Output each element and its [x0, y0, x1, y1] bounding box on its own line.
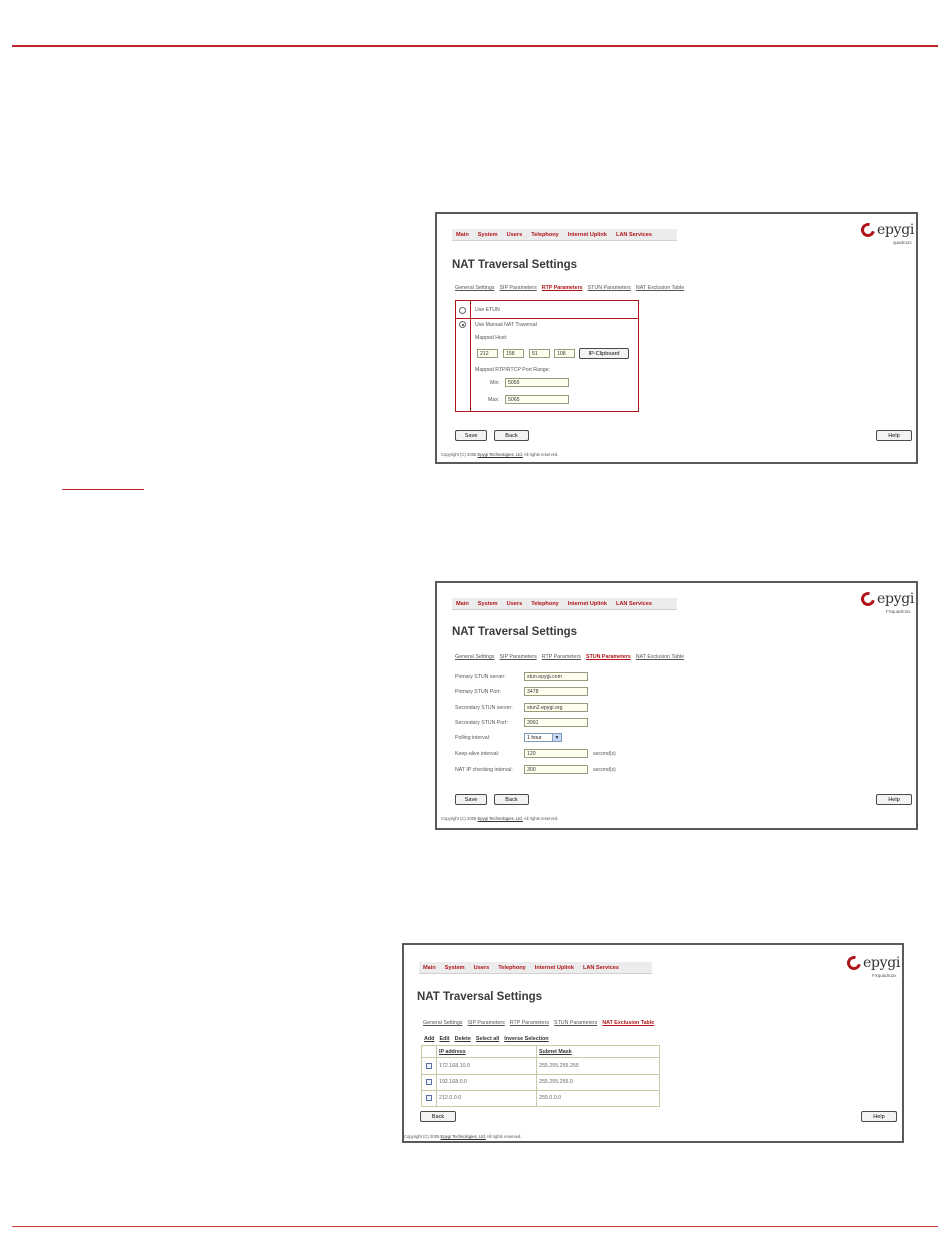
save-button[interactable]: Save [455, 430, 487, 441]
settings-tabs [423, 1020, 659, 1026]
epygi-logo-mark [844, 953, 863, 972]
mapped-host-label: Mapped Host: [475, 335, 508, 341]
row-checkbox[interactable] [426, 1079, 432, 1085]
add-action[interactable]: Add [424, 1036, 435, 1042]
menu-system[interactable]: System [477, 231, 498, 238]
ip-address-cell: 192.168.0.0 [439, 1079, 467, 1085]
copyright [441, 452, 558, 457]
copyright-link[interactable]: Epygi Technologies, Ltd. [477, 452, 523, 457]
tab-general-settings[interactable]: General Settings [423, 1020, 463, 1026]
polling-interval-select[interactable] [524, 733, 562, 742]
tab-rtp-parameters[interactable]: RTP Parameters [509, 1020, 550, 1026]
table-row [422, 1090, 659, 1106]
edit-action[interactable]: Edit [439, 1036, 450, 1042]
chevron-down-icon: ▼ [552, 734, 561, 741]
menu-main[interactable]: Main [456, 600, 469, 607]
model-label: quadro2x [893, 240, 912, 245]
use-manual-nat-radio[interactable] [459, 321, 466, 328]
menu-telephony[interactable]: Telephony [498, 964, 526, 971]
screenshot-stun-parameters [435, 581, 918, 830]
menu-users[interactable]: Users [506, 600, 523, 607]
menu-lan-services[interactable]: LAN Services [615, 600, 653, 607]
table-actions [424, 1036, 554, 1042]
row-checkbox[interactable] [426, 1095, 432, 1101]
menu-system[interactable]: System [444, 964, 465, 971]
link-underline [62, 489, 144, 490]
model-label: FXquadro2x [886, 609, 911, 614]
menu-main[interactable]: Main [456, 231, 469, 238]
keepalive-interval-label: Keep-alive interval: [455, 751, 500, 757]
mapped-host-octet-4[interactable]: 108 [554, 349, 575, 358]
main-menu [452, 598, 677, 610]
tab-rtp-parameters[interactable]: RTP Parameters [541, 285, 583, 291]
subnet-mask-header[interactable]: Subnet Mask [539, 1048, 572, 1055]
copyright [404, 1134, 521, 1139]
tab-rtp-parameters[interactable]: RTP Parameters [541, 654, 582, 660]
page-title: NAT Traversal Settings [452, 259, 578, 271]
row-checkbox[interactable] [426, 1063, 432, 1069]
tab-nat-exclusion-table[interactable]: NAT Exclusion Table [635, 285, 685, 291]
option-divider [455, 318, 639, 319]
save-button[interactable]: Save [455, 794, 487, 805]
tab-sip-parameters[interactable]: SIP Parameters [467, 1020, 505, 1026]
secondary-stun-server-field[interactable]: stun2.epygi.org [524, 703, 588, 712]
help-button[interactable]: Help [861, 1111, 897, 1122]
tab-sip-parameters[interactable]: SIP Parameters [499, 285, 537, 291]
table-row [422, 1074, 659, 1091]
tab-stun-parameters[interactable]: STUN Parameters [554, 1020, 598, 1026]
menu-telephony[interactable]: Telephony [531, 600, 559, 607]
copyright-prefix: Copyright (C) 2005 [441, 452, 478, 457]
menu-lan-services[interactable]: LAN Services [615, 231, 653, 238]
copyright-suffix: All rights reserved. [522, 452, 559, 457]
delete-action[interactable]: Delete [454, 1036, 471, 1042]
nat-ip-checking-interval-field[interactable]: 300 [524, 765, 588, 774]
min-port-label: Min: [490, 380, 500, 386]
ip-address-cell: 172.168.10.0 [439, 1062, 470, 1069]
max-port-label: Max: [488, 397, 500, 403]
max-port-field[interactable]: 5065 [505, 395, 569, 404]
settings-tabs [455, 654, 689, 660]
mapped-host-octet-1[interactable]: 212 [477, 349, 498, 358]
menu-main[interactable]: Main [423, 964, 436, 971]
ip-clipboard-button[interactable]: IP-Clipboard [579, 348, 629, 359]
use-etun-radio[interactable] [459, 307, 466, 314]
select-all-action[interactable]: Select all [475, 1036, 500, 1042]
epygi-logo-mark [858, 589, 877, 608]
menu-users[interactable]: Users [473, 964, 490, 971]
secondary-stun-server-label: Secondary STUN server: [455, 705, 513, 711]
mapped-host-octet-3[interactable]: 51 [529, 349, 550, 358]
subnet-mask-cell: 255.255.255.0 [539, 1079, 573, 1085]
epygi-logo-text: epygi [877, 591, 915, 607]
option-column-divider [470, 300, 471, 412]
use-etun-label: Use ETUN [475, 307, 500, 313]
primary-stun-server-field[interactable]: stun.epygi.com [524, 672, 588, 681]
port-range-label: Mapped RTP/RTCP Port Range: [475, 367, 550, 373]
primary-stun-port-label: Primary STUN Port: [455, 689, 501, 695]
menu-users[interactable]: Users [506, 231, 523, 238]
epygi-logo [847, 955, 900, 971]
row-checkbox-cell [422, 1074, 436, 1090]
copyright-prefix: Copyright (C) 2005 [441, 816, 478, 821]
secondary-stun-port-label: Secondary STUN Port: [455, 720, 508, 726]
polling-interval-value: 1 hour [527, 734, 542, 741]
copyright-prefix: Copyright (C) 2005 [404, 1134, 441, 1139]
keepalive-interval-unit: second(s) [593, 751, 616, 757]
help-button[interactable]: Help [876, 794, 912, 805]
main-menu [419, 962, 652, 974]
help-button[interactable]: Help [876, 430, 912, 441]
keepalive-interval-field[interactable]: 120 [524, 749, 588, 758]
tab-stun-parameters[interactable]: STUN Parameters [587, 285, 631, 291]
epygi-logo-mark [858, 220, 877, 239]
mapped-host-octet-2[interactable]: 158 [503, 349, 524, 358]
ip-address-cell: 212.0.0.0 [439, 1095, 462, 1101]
screenshot-nat-exclusion-table [402, 943, 904, 1143]
primary-stun-port-field[interactable]: 3478 [524, 687, 588, 696]
tab-stun-parameters[interactable]: STUN Parameters [586, 654, 631, 660]
copyright-link[interactable]: Epygi Technologies, Ltd. [440, 1134, 486, 1139]
screenshot-rtp-parameters [435, 212, 918, 464]
tab-nat-exclusion-table[interactable]: NAT Exclusion Table [602, 1020, 655, 1026]
epygi-logo [861, 222, 914, 238]
table-row [422, 1057, 659, 1075]
menu-internet-uplink[interactable]: Internet Uplink [567, 600, 607, 607]
min-port-field[interactable]: 5055 [505, 378, 569, 387]
header-rule [12, 45, 938, 47]
back-button[interactable]: Back [494, 794, 529, 805]
page-title: NAT Traversal Settings [452, 626, 578, 638]
main-menu [452, 229, 677, 241]
use-manual-nat-label: Use Manual NAT Traversal [475, 322, 537, 328]
nat-ip-checking-interval-unit: second(s) [593, 767, 616, 773]
footer-rule [12, 1226, 938, 1227]
model-label: FXquadro2x [872, 973, 897, 978]
ip-address-header[interactable]: IP address [439, 1048, 466, 1055]
row-checkbox-cell [422, 1057, 436, 1074]
back-button[interactable]: Back [420, 1111, 456, 1122]
secondary-stun-port-field[interactable]: 3991 [524, 718, 588, 727]
subnet-mask-cell: 255.255.255.255 [539, 1062, 579, 1069]
copyright [441, 816, 558, 821]
tab-nat-exclusion-table[interactable]: NAT Exclusion Table [635, 654, 685, 660]
copyright-link[interactable]: Epygi Technologies, Ltd. [477, 816, 523, 821]
back-button[interactable]: Back [494, 430, 529, 441]
epygi-logo-text: epygi [877, 222, 915, 238]
menu-lan-services[interactable]: LAN Services [582, 964, 620, 971]
nat-exclusion-table [421, 1045, 660, 1107]
polling-interval-label: Polling interval: [455, 735, 491, 741]
epygi-logo-text: epygi [863, 955, 901, 971]
menu-internet-uplink[interactable]: Internet Uplink [534, 964, 574, 971]
copyright-suffix: All rights reserved. [522, 816, 559, 821]
menu-system[interactable]: System [477, 600, 498, 607]
page-title: NAT Traversal Settings [417, 991, 543, 1003]
subnet-mask-cell: 255.0.0.0 [539, 1095, 562, 1101]
primary-stun-server-label: Primary STUN server: [455, 674, 506, 680]
menu-internet-uplink[interactable]: Internet Uplink [567, 231, 607, 238]
row-checkbox-cell [422, 1090, 436, 1106]
inverse-selection-action[interactable]: Inverse Selection [504, 1036, 549, 1042]
tab-general-settings[interactable]: General Settings [455, 654, 495, 660]
nat-ip-checking-interval-label: NAT IP checking interval: [455, 767, 513, 773]
copyright-suffix: All rights reserved. [485, 1134, 522, 1139]
settings-tabs [455, 285, 689, 291]
tab-sip-parameters[interactable]: SIP Parameters [499, 654, 537, 660]
menu-telephony[interactable]: Telephony [531, 231, 559, 238]
epygi-logo [861, 591, 914, 607]
tab-general-settings[interactable]: General Settings [455, 285, 495, 291]
